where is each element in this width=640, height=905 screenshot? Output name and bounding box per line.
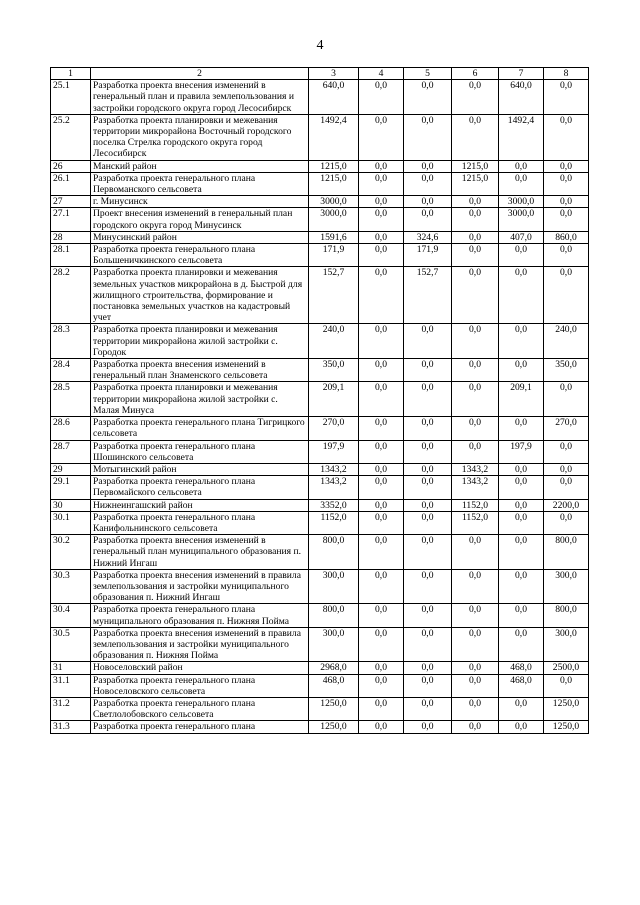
row-value: 0,0: [499, 697, 544, 720]
row-number: 29.1: [51, 476, 91, 499]
row-value: 0,0: [499, 417, 544, 440]
row-value: 1250,0: [309, 697, 359, 720]
row-value: 0,0: [499, 324, 544, 359]
row-value: 0,0: [499, 267, 544, 324]
row-value: 0,0: [404, 721, 452, 733]
table-row: [51, 382, 589, 417]
row-value: 1215,0: [309, 160, 359, 172]
row-value: 468,0: [309, 674, 359, 697]
row-name: Разработка проекта генерального плана Светлолобовского сельсовета: [91, 697, 309, 720]
column-header: 4: [359, 68, 404, 80]
table-body: [51, 80, 589, 733]
row-value: 0,0: [359, 172, 404, 195]
row-value: 270,0: [309, 417, 359, 440]
row-value: 0,0: [544, 208, 589, 231]
row-number: 30.5: [51, 627, 91, 662]
row-value: 860,0: [544, 231, 589, 243]
column-header: 3: [309, 68, 359, 80]
row-name: Новоселовский район: [91, 662, 309, 674]
table-row: [51, 697, 589, 720]
row-value: 0,0: [359, 627, 404, 662]
row-value: 0,0: [359, 208, 404, 231]
row-value: 0,0: [359, 476, 404, 499]
row-number: 28.7: [51, 440, 91, 463]
row-value: 0,0: [452, 627, 499, 662]
column-header: 7: [499, 68, 544, 80]
row-value: 0,0: [404, 440, 452, 463]
row-number: 28.4: [51, 359, 91, 382]
row-value: 1250,0: [544, 697, 589, 720]
row-value: 0,0: [544, 196, 589, 208]
row-name: Разработка проекта генерального плана Первомайского сельсовета: [91, 476, 309, 499]
row-value: 0,0: [452, 417, 499, 440]
row-value: 0,0: [404, 208, 452, 231]
row-value: 0,0: [359, 196, 404, 208]
row-value: 3000,0: [499, 196, 544, 208]
column-header: 5: [404, 68, 452, 80]
row-value: 0,0: [359, 244, 404, 267]
row-value: 0,0: [499, 721, 544, 733]
row-value: 0,0: [404, 463, 452, 475]
row-number: 25.2: [51, 114, 91, 160]
row-name: Манский район: [91, 160, 309, 172]
row-value: 800,0: [544, 535, 589, 570]
row-value: 0,0: [359, 324, 404, 359]
row-value: 270,0: [544, 417, 589, 440]
row-value: 0,0: [544, 160, 589, 172]
row-value: 2500,0: [544, 662, 589, 674]
row-value: 0,0: [499, 359, 544, 382]
row-value: 2200,0: [544, 499, 589, 511]
row-value: 0,0: [359, 80, 404, 115]
row-number: 30: [51, 499, 91, 511]
row-value: 2968,0: [309, 662, 359, 674]
table-row: [51, 440, 589, 463]
row-value: 0,0: [499, 511, 544, 534]
row-name: Разработка проекта генерального плана Шошинского сельсовета: [91, 440, 309, 463]
row-value: 0,0: [404, 476, 452, 499]
row-value: 0,0: [359, 511, 404, 534]
row-value: 171,9: [309, 244, 359, 267]
row-value: 0,0: [359, 359, 404, 382]
table-row: [51, 359, 589, 382]
table-row: [51, 244, 589, 267]
row-value: 640,0: [309, 80, 359, 115]
row-name: Разработка проекта планировки и межевания территории микрорайона Восточный городского поселка Стрелка городского округа город Лесосибирск: [91, 114, 309, 160]
column-header: 1: [51, 68, 91, 80]
row-name: Разработка проекта внесения изменений в правила землепользования и застройки муниципального образования п. Нижний Ингаш: [91, 569, 309, 604]
row-value: 171,9: [404, 244, 452, 267]
row-value: 1492,4: [499, 114, 544, 160]
row-value: 800,0: [309, 535, 359, 570]
row-number: 30.1: [51, 511, 91, 534]
table-row: [51, 80, 589, 115]
row-value: 0,0: [404, 499, 452, 511]
row-value: 0,0: [404, 697, 452, 720]
row-number: 30.2: [51, 535, 91, 570]
row-number: 28.5: [51, 382, 91, 417]
row-value: 0,0: [544, 511, 589, 534]
table-row: [51, 604, 589, 627]
row-value: 0,0: [452, 196, 499, 208]
row-value: 0,0: [404, 382, 452, 417]
row-number: 30.3: [51, 569, 91, 604]
row-value: 0,0: [404, 569, 452, 604]
row-value: 0,0: [359, 499, 404, 511]
row-value: 152,7: [404, 267, 452, 324]
row-value: 0,0: [359, 604, 404, 627]
page-number: 4: [316, 38, 324, 53]
row-name: Минусинский район: [91, 231, 309, 243]
row-number: 28.6: [51, 417, 91, 440]
table-row: [51, 569, 589, 604]
table-row: [51, 208, 589, 231]
row-value: 0,0: [452, 267, 499, 324]
row-value: 0,0: [544, 114, 589, 160]
row-value: 300,0: [309, 627, 359, 662]
row-value: 0,0: [544, 440, 589, 463]
row-value: 0,0: [544, 476, 589, 499]
row-value: 0,0: [544, 80, 589, 115]
table-row: [51, 721, 589, 733]
row-name: Разработка проекта планировки и межевания территории микрорайона жилой застройки с. Городок: [91, 324, 309, 359]
table-row: [51, 463, 589, 475]
row-value: 0,0: [452, 440, 499, 463]
row-value: 0,0: [452, 535, 499, 570]
row-value: 0,0: [544, 674, 589, 697]
row-value: 1343,2: [309, 476, 359, 499]
row-value: 1343,2: [452, 463, 499, 475]
row-name: Разработка проекта генерального плана муниципального образования п. Нижняя Пойма: [91, 604, 309, 627]
row-number: 31: [51, 662, 91, 674]
row-value: 0,0: [359, 160, 404, 172]
row-value: 1250,0: [309, 721, 359, 733]
row-value: 1152,0: [452, 499, 499, 511]
row-value: 1215,0: [452, 160, 499, 172]
row-number: 26: [51, 160, 91, 172]
row-number: 28.2: [51, 267, 91, 324]
row-number: 27: [51, 196, 91, 208]
row-value: 240,0: [309, 324, 359, 359]
row-number: 27.1: [51, 208, 91, 231]
row-number: 28.1: [51, 244, 91, 267]
row-value: 0,0: [359, 721, 404, 733]
row-value: 800,0: [544, 604, 589, 627]
row-value: 0,0: [359, 267, 404, 324]
row-number: 31.2: [51, 697, 91, 720]
row-value: 350,0: [544, 359, 589, 382]
budget-table: [50, 67, 589, 734]
row-number: 31.1: [51, 674, 91, 697]
row-value: 0,0: [452, 114, 499, 160]
row-value: 3352,0: [309, 499, 359, 511]
table-row: [51, 196, 589, 208]
table-row: [51, 662, 589, 674]
row-value: 800,0: [309, 604, 359, 627]
row-number: 26.1: [51, 172, 91, 195]
row-value: 3000,0: [309, 196, 359, 208]
row-value: 0,0: [452, 231, 499, 243]
row-value: 0,0: [452, 697, 499, 720]
row-number: 25.1: [51, 80, 91, 115]
row-value: 0,0: [452, 721, 499, 733]
row-name: Разработка проекта внесения изменений в генеральный план Знаменского сельсовета: [91, 359, 309, 382]
row-value: 0,0: [544, 463, 589, 475]
row-value: 1215,0: [452, 172, 499, 195]
row-value: 407,0: [499, 231, 544, 243]
row-value: 0,0: [452, 80, 499, 115]
column-header: 2: [91, 68, 309, 80]
table-row: [51, 267, 589, 324]
row-value: 1591,6: [309, 231, 359, 243]
row-value: 209,1: [309, 382, 359, 417]
row-value: 300,0: [544, 569, 589, 604]
row-value: 0,0: [404, 160, 452, 172]
row-value: 1215,0: [309, 172, 359, 195]
table-row: [51, 499, 589, 511]
row-number: 28: [51, 231, 91, 243]
row-value: 0,0: [404, 674, 452, 697]
row-value: 209,1: [499, 382, 544, 417]
row-value: 468,0: [499, 674, 544, 697]
row-value: 0,0: [359, 382, 404, 417]
row-value: 0,0: [544, 382, 589, 417]
row-value: 1250,0: [544, 721, 589, 733]
row-value: 0,0: [404, 627, 452, 662]
row-value: 0,0: [452, 382, 499, 417]
table-row: [51, 511, 589, 534]
row-value: 1492,4: [309, 114, 359, 160]
row-value: 0,0: [544, 172, 589, 195]
column-header: 8: [544, 68, 589, 80]
row-value: 240,0: [544, 324, 589, 359]
row-value: 0,0: [544, 267, 589, 324]
table-row: [51, 417, 589, 440]
row-value: 0,0: [404, 114, 452, 160]
table-row: [51, 231, 589, 243]
table-row: [51, 172, 589, 195]
row-value: 0,0: [359, 440, 404, 463]
row-number: 30.4: [51, 604, 91, 627]
row-value: 0,0: [359, 674, 404, 697]
row-value: 0,0: [499, 604, 544, 627]
row-value: 0,0: [544, 244, 589, 267]
row-value: 3000,0: [499, 208, 544, 231]
row-value: 0,0: [499, 476, 544, 499]
row-value: 0,0: [452, 674, 499, 697]
row-value: 0,0: [499, 463, 544, 475]
row-name: Разработка проекта генерального плана Первоманского сельсовета: [91, 172, 309, 195]
row-value: 0,0: [359, 569, 404, 604]
row-name: Разработка проекта генерального плана Новоселовского сельсовета: [91, 674, 309, 697]
row-value: 0,0: [359, 697, 404, 720]
table-row: [51, 324, 589, 359]
table-row: [51, 674, 589, 697]
row-value: 0,0: [499, 499, 544, 511]
row-value: 0,0: [452, 569, 499, 604]
row-name: Нижнеингашский район: [91, 499, 309, 511]
row-value: 0,0: [404, 80, 452, 115]
row-number: 31.3: [51, 721, 91, 733]
row-value: 3000,0: [309, 208, 359, 231]
row-value: 0,0: [404, 511, 452, 534]
row-value: 640,0: [499, 80, 544, 115]
row-name: Разработка проекта планировки и межевания земельных участков микрорайона в д. Быстрой для жилищного строительства, формирование и постановка земельных участков на кадастровый учет: [91, 267, 309, 324]
row-value: 0,0: [499, 172, 544, 195]
row-value: 1343,2: [452, 476, 499, 499]
row-value: 0,0: [359, 417, 404, 440]
row-number: 28.3: [51, 324, 91, 359]
table-row: [51, 627, 589, 662]
row-value: 152,7: [309, 267, 359, 324]
row-value: 0,0: [404, 604, 452, 627]
row-value: 0,0: [452, 359, 499, 382]
table-row: [51, 476, 589, 499]
row-value: 0,0: [359, 463, 404, 475]
row-name: Мотыгинский район: [91, 463, 309, 475]
row-value: 0,0: [452, 324, 499, 359]
row-value: 0,0: [499, 627, 544, 662]
row-value: 1152,0: [309, 511, 359, 534]
table-row: [51, 535, 589, 570]
row-name: Разработка проекта генерального плана Большеничкинского сельсовета: [91, 244, 309, 267]
row-value: 0,0: [452, 208, 499, 231]
row-value: 197,9: [499, 440, 544, 463]
row-name: Разработка проекта внесения изменений в генеральный план и правила землепользования и застройки городского округа город Лесосибирск: [91, 80, 309, 115]
row-value: 0,0: [452, 244, 499, 267]
row-name: Разработка проекта внесения изменений в правила землепользования и застройки муниципального образования п. Нижняя Пойма: [91, 627, 309, 662]
row-value: 0,0: [404, 324, 452, 359]
table-row: [51, 114, 589, 160]
column-header: 6: [452, 68, 499, 80]
row-value: 0,0: [452, 604, 499, 627]
row-name: Разработка проекта генерального плана Тигрицкого сельсовета: [91, 417, 309, 440]
row-value: 0,0: [404, 417, 452, 440]
row-name: Разработка проекта планировки и межевания территории микрорайона жилой застройки с. Малая Минуса: [91, 382, 309, 417]
header-row: [51, 68, 589, 80]
row-value: 468,0: [499, 662, 544, 674]
row-name: Разработка проекта генерального плана: [91, 721, 309, 733]
row-value: 0,0: [359, 114, 404, 160]
row-value: 324,6: [404, 231, 452, 243]
row-value: 0,0: [452, 662, 499, 674]
row-value: 0,0: [404, 535, 452, 570]
row-value: 1152,0: [452, 511, 499, 534]
row-value: 300,0: [544, 627, 589, 662]
row-value: 0,0: [404, 662, 452, 674]
row-value: 0,0: [359, 662, 404, 674]
row-value: 0,0: [404, 196, 452, 208]
row-name: Разработка проекта генерального плана Канифольнинского сельсовета: [91, 511, 309, 534]
row-value: 1343,2: [309, 463, 359, 475]
row-value: 300,0: [309, 569, 359, 604]
row-value: 0,0: [499, 160, 544, 172]
row-number: 29: [51, 463, 91, 475]
row-value: 0,0: [499, 244, 544, 267]
row-value: 0,0: [404, 359, 452, 382]
row-value: 0,0: [359, 231, 404, 243]
row-value: 0,0: [499, 569, 544, 604]
row-value: 0,0: [359, 535, 404, 570]
row-value: 350,0: [309, 359, 359, 382]
table-row: [51, 160, 589, 172]
row-name: г. Минусинск: [91, 196, 309, 208]
row-name: Разработка проекта внесения изменений в генеральный план муниципального образования п. Нижний Ингаш: [91, 535, 309, 570]
row-name: Проект внесения изменений в генеральный план городского округа город Минусинск: [91, 208, 309, 231]
row-value: 0,0: [404, 172, 452, 195]
row-value: 197,9: [309, 440, 359, 463]
row-value: 0,0: [499, 535, 544, 570]
